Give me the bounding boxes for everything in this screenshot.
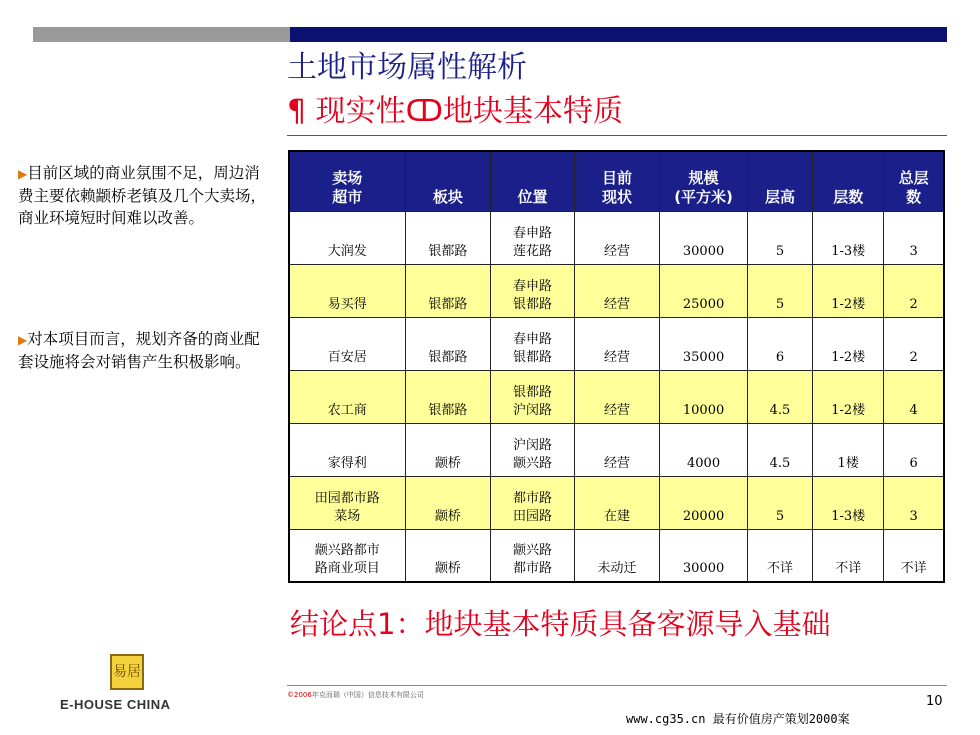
cell-status: 经营 (574, 317, 660, 370)
cell-total: 2 (884, 264, 944, 317)
column-header: 总层 数 (884, 151, 944, 211)
cell-size: 20000 (660, 476, 748, 529)
cell-size: 25000 (660, 264, 748, 317)
table-row (289, 317, 944, 370)
column-header: 板块 (405, 151, 491, 211)
cell-location: 颛兴路 都市路 (491, 529, 575, 582)
copyright (287, 690, 424, 700)
cell-total: 3 (884, 476, 944, 529)
table-row (289, 370, 944, 423)
cell-floors: 1-3楼 (813, 211, 884, 264)
cell-name: 家得利 (289, 423, 405, 476)
cell-name: 易买得 (289, 264, 405, 317)
ehouse-logo-icon (110, 654, 144, 690)
table-row (289, 529, 944, 582)
logo-glyph: 易居 (113, 664, 141, 680)
copyright-text: 年克而瑞（中国）信息技术有限公司 (311, 691, 424, 699)
cell-height: 5 (747, 264, 812, 317)
title-divider (287, 135, 947, 136)
column-header: 规模 (平方米) (660, 151, 748, 211)
cell-height: 5 (747, 476, 812, 529)
cell-block: 颛桥 (405, 529, 491, 582)
cell-total: 2 (884, 317, 944, 370)
copyright-year: ©2006 (287, 691, 312, 699)
cell-floors: 1-2楼 (813, 370, 884, 423)
column-header: 位置 (491, 151, 575, 211)
cell-height: 4.5 (747, 370, 812, 423)
cell-status: 在建 (574, 476, 660, 529)
page-subtitle: ¶ 现实性ↀ地块基本特质 (287, 94, 623, 129)
cell-name: 百安居 (289, 317, 405, 370)
cell-total: 3 (884, 211, 944, 264)
cell-name: 田园都市路 菜场 (289, 476, 405, 529)
note-1-text: 目前区域的商业氛围不足，周边消费主要依赖颛桥老镇及几个大卖场，商业环境短时间难以改善。 (18, 164, 267, 227)
supermarket-table (288, 150, 945, 583)
cell-size: 4000 (660, 423, 748, 476)
note-2 (18, 328, 268, 373)
cell-location: 春申路 银都路 (491, 317, 575, 370)
cell-status: 经营 (574, 264, 660, 317)
footer-divider (287, 685, 947, 686)
cell-floors: 1-2楼 (813, 264, 884, 317)
cell-total: 不详 (884, 529, 944, 582)
column-header: 卖场 超市 (289, 151, 405, 211)
column-header: 层高 (747, 151, 812, 211)
cell-size: 35000 (660, 317, 748, 370)
cell-status: 经营 (574, 423, 660, 476)
cell-block: 银都路 (405, 370, 491, 423)
cell-height: 5 (747, 211, 812, 264)
table-row (289, 264, 944, 317)
cell-height: 不详 (747, 529, 812, 582)
cell-floors: 1楼 (813, 423, 884, 476)
cell-name: 颛兴路都市 路商业项目 (289, 529, 405, 582)
cell-size: 30000 (660, 529, 748, 582)
page-number: 10 (926, 694, 943, 709)
cell-status: 经营 (574, 370, 660, 423)
table-row (289, 211, 944, 264)
cell-floors: 1-2楼 (813, 317, 884, 370)
header-navy-bar (290, 27, 947, 42)
logo-text: E-HOUSE CHINA (60, 697, 171, 712)
cell-floors: 1-3楼 (813, 476, 884, 529)
conclusion-text: 结论点1：地块基本特质具备客源导入基础 (290, 607, 831, 641)
table-header-row (289, 151, 944, 211)
cell-location: 春申路 银都路 (491, 264, 575, 317)
cell-location: 春申路 莲花路 (491, 211, 575, 264)
cell-size: 30000 (660, 211, 748, 264)
column-header: 层数 (813, 151, 884, 211)
bullet-triangle-icon: ▶ (18, 167, 28, 181)
cell-floors: 不详 (813, 529, 884, 582)
table-row (289, 423, 944, 476)
site-watermark: www.cg35.cn 最有价值房产策划2000案 (626, 712, 850, 726)
cell-total: 4 (884, 370, 944, 423)
cell-status: 经营 (574, 211, 660, 264)
cell-name: 大润发 (289, 211, 405, 264)
cell-block: 银都路 (405, 264, 491, 317)
cell-location: 都市路 田园路 (491, 476, 575, 529)
cell-height: 6 (747, 317, 812, 370)
cell-block: 颛桥 (405, 476, 491, 529)
cell-block: 银都路 (405, 317, 491, 370)
note-1 (18, 162, 268, 229)
cell-block: 银都路 (405, 211, 491, 264)
note-2-text: 对本项目而言，规划齐备的商业配套设施将会对销售产生积极影响。 (18, 330, 260, 371)
cell-name: 农工商 (289, 370, 405, 423)
cell-total: 6 (884, 423, 944, 476)
table-body (289, 211, 944, 582)
table-row (289, 476, 944, 529)
header-gray-bar (33, 27, 290, 42)
bullet-triangle-icon: ▶ (18, 333, 28, 347)
cell-block: 颛桥 (405, 423, 491, 476)
cell-size: 10000 (660, 370, 748, 423)
cell-status: 未动迁 (574, 529, 660, 582)
cell-location: 沪闵路 颛兴路 (491, 423, 575, 476)
page-title: 土地市场属性解析 (287, 50, 527, 85)
cell-height: 4.5 (747, 423, 812, 476)
column-header: 目前 现状 (574, 151, 660, 211)
cell-location: 银都路 沪闵路 (491, 370, 575, 423)
